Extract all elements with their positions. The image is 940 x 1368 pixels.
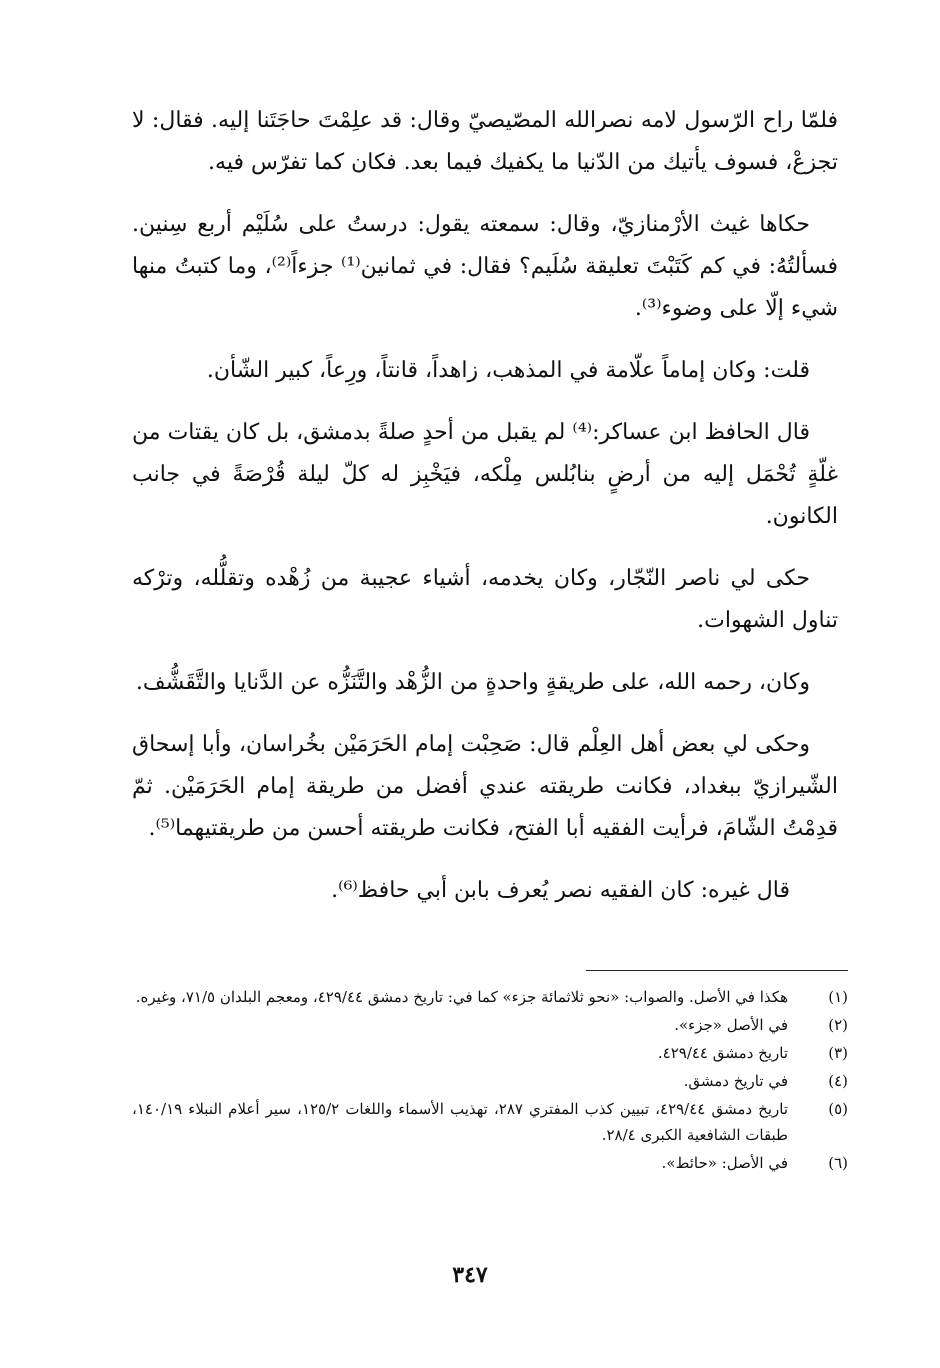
footnote-item [132,1068,848,1094]
footnotes [132,984,848,1178]
footnote-text: تاريخ دمشق ٤٢٩/٤٤. [657,1044,788,1062]
paragraph-2: حكاها غيث الأرْمنازيّ، وقال: سمعته يقول: درستُ على سُلَيْم أربع سِنين. فسألتُهُ: في كم كَتَبْتَ تعليقة سُلَيم؟ فقال: في ثمانين⁽¹⁾ جزءاً⁽²⁾، وما كتبتُ منها شيء إلّا على وضوء⁽³⁾. [132,212,838,321]
page-number: ٣٤٧ [452,1262,488,1288]
footnote-item [132,984,848,1010]
footnote-item [132,1012,848,1038]
footnote-number: (٥) [828,1100,848,1118]
paragraph-4: قال الحافظ ابن عساكر:⁽⁴⁾ لم يقبل من أحدٍ صلةً بدمشق، بل كان يقتات من غلّةٍ تُحْمَل إليه من أرضٍ بنابُلس مِلْكه، فيَخْبِز له كلّ ليلة قُرْصَةً في جانب الكانون. [132,420,838,529]
footnote-text: في الأصل: «حائط». [661,1154,788,1172]
footnote-number: (٢) [828,1016,848,1034]
footnote-number: (١) [828,988,848,1006]
footnote-text: تاريخ دمشق ٤٢٩/٤٤، تبيين كذب المفتري ٢٨٧، تهذيب الأسماء واللغات ١٢٥/٢، سير أعلام النبلاء ١٤٠/١٩، طبقات الشافعية الكبرى ٢٨/٤. [132,1100,788,1144]
paragraph-7: وحكى لي بعض أهل العِلْم قال: صَحِبْت إمام الحَرَمَيْن بخُراسان، وأبا إسحاق الشّيرازيّ ببغداد، فكانت طريقته عندي أفضل من طريقة إمام الحَرَمَيْن. ثمّ قدِمْتُ الشّامَ، فرأيت الفقيه أبا الفتح، فكانت طريقته أحسن من طريقتيهما⁽⁵⁾. [132,732,838,841]
main-text [132,100,838,932]
footnote-item [132,1040,848,1066]
footnote-number: (٣) [828,1044,848,1062]
paragraph-3: قلت: وكان إماماً علّامة في المذهب، زاهداً، قانتاً، ورِعاً، كبير الشّأن. [206,358,810,383]
footnote-item [132,1096,848,1148]
paragraph-8: قال غيره: كان الفقيه نصر يُعرف بابن أبي حافظ⁽⁶⁾. [331,878,790,903]
footnote-divider [586,970,848,971]
paragraph-6: وكان، رحمه الله، على طريقةٍ واحدةٍ من الزُّهْد والتَّنَزُّه عن الدَّنايا والتَّقَشُّف. [135,670,810,695]
footnote-number: (٤) [828,1072,848,1090]
paragraph-5: حكى لي ناصر النّجّار، وكان يخدمه، أشياء عجيبة من زُهْده وتقلُّله، وترْكه تناول الشهوات. [132,566,838,633]
footnote-text: هكذا في الأصل. والصواب: «نحو ثلاثمائة جزء» كما في: تاريخ دمشق ٤٢٩/٤٤، ومعجم البلدان ٧١/٥، وغيره. [135,988,788,1006]
footnote-item [132,1150,848,1176]
paragraph-1: فلمّا راح الرّسول لامه نصرالله المصّيصيّ وقال: قد علِمْتَ حاجَتَنا إليه. فقال: لا تجزعْ، فسوف يأتيك من الدّنيا ما يكفيك فيما بعد. فكان كما تفرّس فيه. [132,108,838,175]
footnote-text: في تاريخ دمشق. [683,1072,788,1090]
footnote-number: (٦) [828,1154,848,1172]
footnote-text: في الأصل «جزء». [674,1016,788,1034]
